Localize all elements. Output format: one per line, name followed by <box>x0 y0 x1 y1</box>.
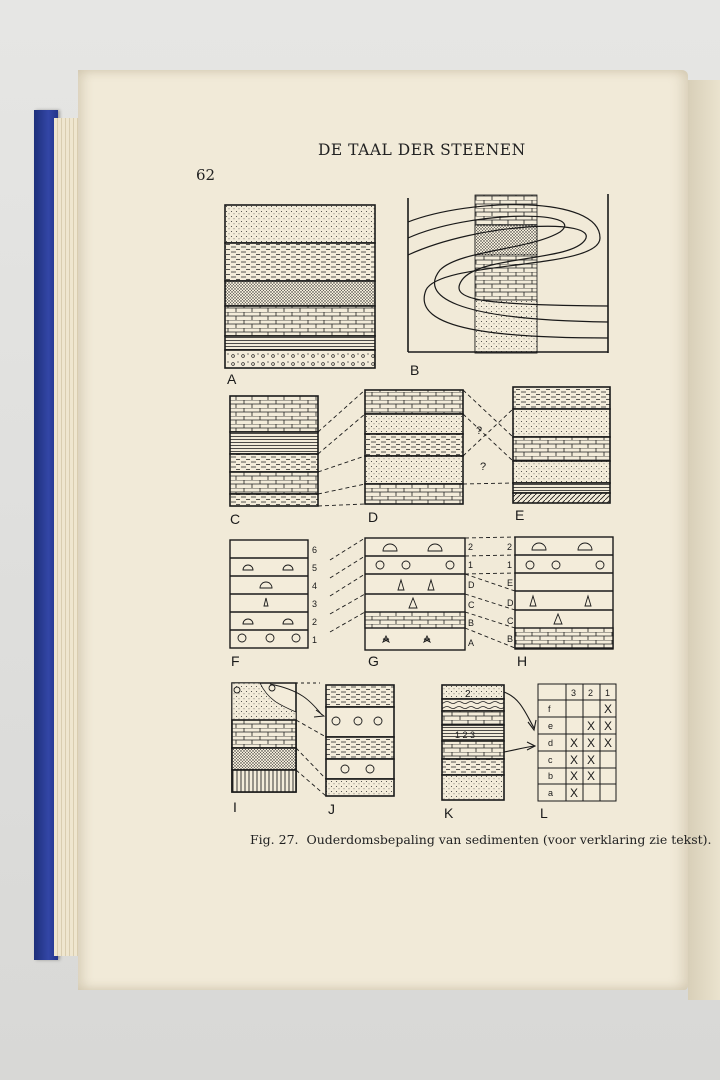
figure-caption <box>250 832 712 847</box>
svg-text:1: 1 <box>507 560 513 570</box>
l-mark: X <box>587 736 596 750</box>
panel-label-b: B <box>410 362 420 378</box>
svg-text:5: 5 <box>312 563 318 573</box>
svg-text:1 2 3: 1 2 3 <box>455 730 476 740</box>
panel-label-j: J <box>328 801 335 817</box>
svg-text:D: D <box>507 598 514 608</box>
panel-label-c: C <box>230 511 241 527</box>
panel-label-a: A <box>227 371 237 387</box>
l-row-label: e <box>548 721 554 731</box>
l-mark: X <box>570 736 579 750</box>
panel-label-g: G <box>368 653 379 669</box>
panel-d-column <box>365 390 463 504</box>
l-mark: X <box>570 786 579 800</box>
l-col-header: 2 <box>588 688 594 698</box>
running-head: DE TAAL DER STEENEN <box>318 141 526 159</box>
l-row-label: c <box>548 755 553 765</box>
l-row-label: d <box>548 738 554 748</box>
panel-h-column <box>515 537 613 649</box>
l-col-header: 3 <box>571 688 577 698</box>
l-mark: X <box>604 736 613 750</box>
svg-text:?: ? <box>476 425 483 437</box>
panel-label-i: I <box>233 799 237 815</box>
panel-j-column <box>326 685 394 796</box>
panel-e-column <box>513 387 610 503</box>
svg-text:6: 6 <box>312 545 318 555</box>
l-mark: X <box>570 753 579 767</box>
l-mark: X <box>570 769 579 783</box>
l-col-header: 1 <box>605 688 611 698</box>
svg-text:C: C <box>468 600 475 610</box>
panel-label-e: E <box>515 507 525 523</box>
l-mark: X <box>604 702 613 716</box>
panel-label-l: L <box>540 805 548 821</box>
l-mark: X <box>587 769 596 783</box>
panel-k-column <box>442 685 504 800</box>
svg-text:4: 4 <box>312 581 318 591</box>
panel-label-f: F <box>231 653 240 669</box>
panel-g-column <box>365 538 465 650</box>
svg-text:E: E <box>507 578 514 588</box>
svg-text:2: 2 <box>507 542 513 552</box>
panel-c-column <box>230 396 318 506</box>
svg-text:1: 1 <box>312 635 318 645</box>
caption-text: Ouderdomsbepaling van sedimenten (voor verklaring zie tekst). <box>306 832 712 847</box>
panel-f-column <box>230 540 308 648</box>
svg-text:?: ? <box>480 461 487 473</box>
panel-a-column <box>225 205 375 368</box>
kl-arrows <box>504 692 536 752</box>
l-mark: X <box>587 719 596 733</box>
svg-text:1: 1 <box>468 560 474 570</box>
l-row-label: f <box>548 704 551 714</box>
svg-text:3: 3 <box>312 599 318 609</box>
l-row-label: b <box>548 771 554 781</box>
l-mark: X <box>604 719 613 733</box>
svg-text:B: B <box>468 618 475 628</box>
panel-b-folded-strata <box>408 194 608 353</box>
svg-text:B: B <box>507 634 514 644</box>
svg-text:2: 2 <box>468 542 474 552</box>
svg-text:A: A <box>468 638 475 648</box>
panel-label-k: K <box>444 805 454 821</box>
panel-label-h: H <box>517 653 528 669</box>
caption-prefix: Fig. 27. <box>250 832 299 847</box>
l-mark: X <box>587 753 596 767</box>
page-number: 62 <box>196 166 216 184</box>
svg-text:C: C <box>507 616 514 626</box>
svg-text:2: 2 <box>465 689 471 700</box>
svg-text:D: D <box>468 580 475 590</box>
l-row-label: a <box>548 788 554 798</box>
svg-text:2: 2 <box>312 617 318 627</box>
panel-label-d: D <box>368 509 379 525</box>
